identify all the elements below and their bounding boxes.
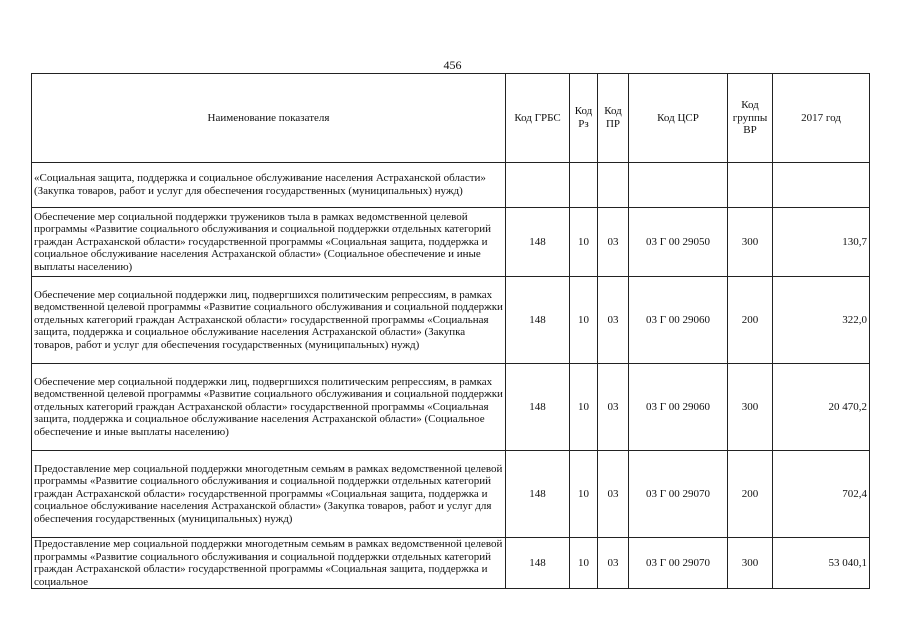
budget-table (31, 73, 870, 589)
header-name: Наименование показателя (32, 74, 506, 163)
row-name: Обеспечение мер социальной поддержки лиц, подвергшихся политическим репрессиям, в рамках ведомственной целевой программы «Развитие социального обслуживания и социальной поддержки отдельных категорий граждан Астраханской области» государственной программы «Социальная защита, поддержка и социальное обслуживание населения Астраханской области» (Закупка товаров, работ и услуг для обеспечения государственных (муниципальных) нужд) (32, 277, 506, 364)
row-vr (728, 163, 773, 208)
table-header-row (32, 74, 870, 163)
row-pr: 03 (598, 277, 629, 364)
row-name: Обеспечение мер социальной поддержки тружеников тыла в рамках ведомственной целевой программы «Развитие социального обслуживания и социальной поддержки отдельных категорий граждан Астраханской области» государственной программы «Социальная защита, поддержка и социальное обслуживание населения Астраханской области» (Социальное обеспечение и иные выплаты населению) (32, 208, 506, 277)
row-amount: 322,0 (773, 277, 870, 364)
row-pr: 03 (598, 538, 629, 589)
row-rz: 10 (570, 208, 598, 277)
table-row (32, 538, 870, 589)
row-csr: 03 Г 00 29070 (629, 538, 728, 589)
row-vr: 300 (728, 364, 773, 451)
row-vr: 200 (728, 451, 773, 538)
row-pr: 03 (598, 208, 629, 277)
row-rz: 10 (570, 451, 598, 538)
row-csr: 03 Г 00 29060 (629, 364, 728, 451)
row-pr: 03 (598, 364, 629, 451)
row-rz: 10 (570, 364, 598, 451)
row-name: Обеспечение мер социальной поддержки лиц, подвергшихся политическим репрессиям, в рамках ведомственной целевой программы «Развитие социального обслуживания и социальной поддержки отдельных категорий граждан Астраханской области» государственной программы «Социальная защита, поддержка и социальное обслуживание населения Астраханской области» (Социальное обеспечение и иные выплаты населению) (32, 364, 506, 451)
row-amount: 53 040,1 (773, 538, 870, 589)
row-csr (629, 163, 728, 208)
row-name: Предоставление мер социальной поддержки многодетным семьям в рамках ведомственной целевой программы «Развитие социального обслуживания и социальной поддержки отдельных категорий граждан Астраханской области» государственной программы «Социальная защита, поддержка и социальное (32, 538, 506, 589)
header-csr: Код ЦСР (629, 74, 728, 163)
row-vr: 200 (728, 277, 773, 364)
row-grbs: 148 (506, 451, 570, 538)
header-vr: Код группы ВР (728, 74, 773, 163)
row-rz (570, 163, 598, 208)
table-row (32, 451, 870, 538)
row-name: «Социальная защита, поддержка и социальное обслуживание населения Астраханской области» (Закупка товаров, работ и услуг для обеспечения государственных (муниципальных) нужд) (32, 163, 506, 208)
row-name: Предоставление мер социальной поддержки многодетным семьям в рамках ведомственной целевой программы «Развитие социального обслуживания и социальной поддержки отдельных категорий граждан Астраханской области» государственной программы «Социальная защита, поддержка и социальное обслуживание населения Астраханской области» (Закупка товаров, работ и услуг для обеспечения государственных (муниципальных) нужд) (32, 451, 506, 538)
header-rz: Код Рз (570, 74, 598, 163)
row-grbs: 148 (506, 364, 570, 451)
row-pr: 03 (598, 451, 629, 538)
row-rz: 10 (570, 538, 598, 589)
row-csr: 03 Г 00 29050 (629, 208, 728, 277)
row-grbs: 148 (506, 538, 570, 589)
row-amount: 702,4 (773, 451, 870, 538)
table-row (32, 277, 870, 364)
header-pr: Код ПР (598, 74, 629, 163)
row-rz: 10 (570, 277, 598, 364)
row-csr: 03 Г 00 29070 (629, 451, 728, 538)
table-row (32, 208, 870, 277)
row-amount: 130,7 (773, 208, 870, 277)
row-pr (598, 163, 629, 208)
table-row (32, 364, 870, 451)
row-vr: 300 (728, 208, 773, 277)
page-number: 456 (443, 58, 462, 72)
row-grbs: 148 (506, 277, 570, 364)
row-grbs: 148 (506, 208, 570, 277)
row-vr: 300 (728, 538, 773, 589)
row-csr: 03 Г 00 29060 (629, 277, 728, 364)
row-grbs (506, 163, 570, 208)
header-grbs: Код ГРБС (506, 74, 570, 163)
header-year: 2017 год (773, 74, 870, 163)
row-amount: 20 470,2 (773, 364, 870, 451)
row-amount (773, 163, 870, 208)
table-row (32, 163, 870, 208)
